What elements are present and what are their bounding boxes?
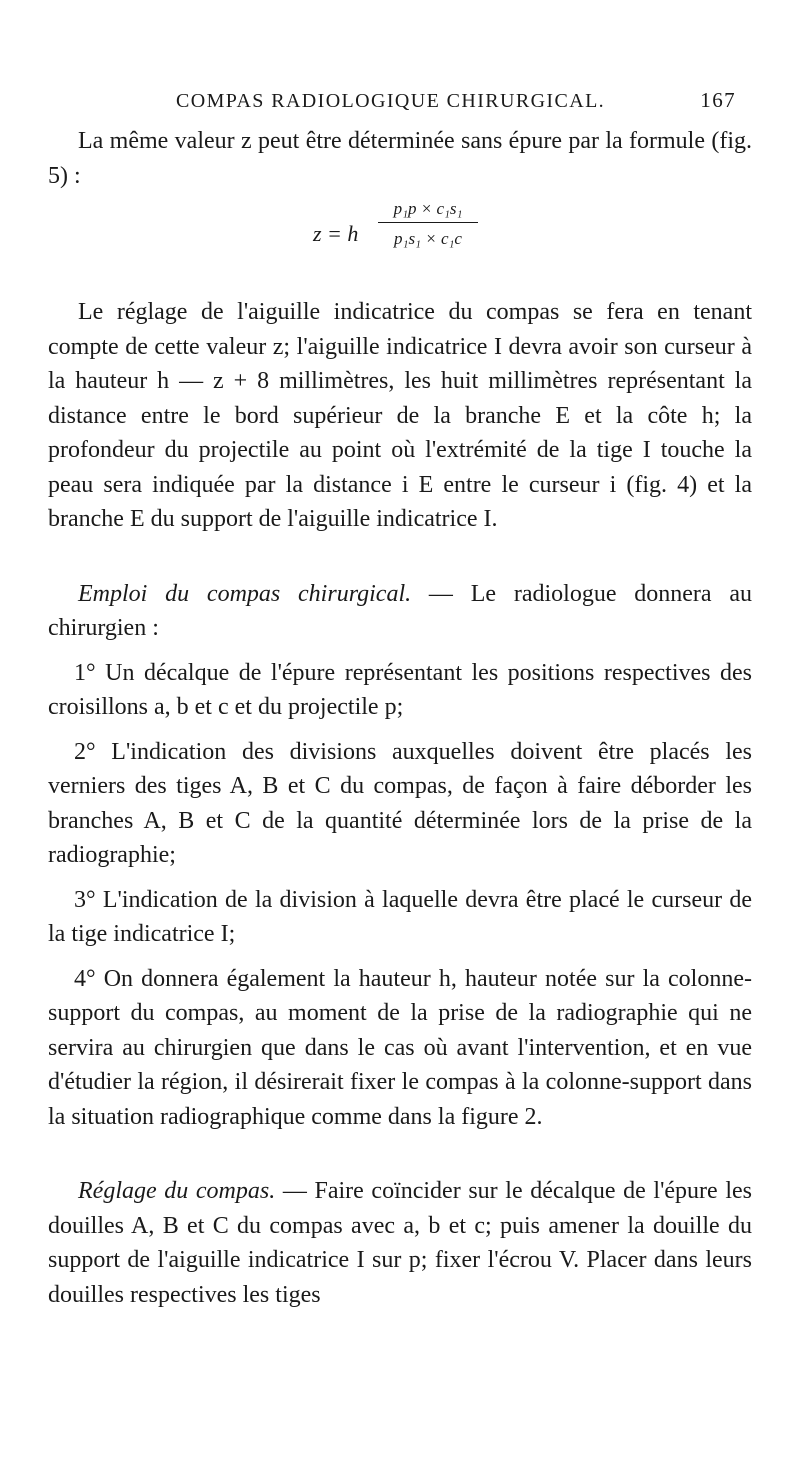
running-head [48, 84, 752, 124]
formula-denominator: p₁s₁ × c₁c [394, 229, 462, 248]
running-title: COMPAS RADIOLOGIQUE CHIRURGICAL. [176, 90, 606, 112]
section-heading-reglage: Réglage du compas. [78, 1178, 276, 1204]
section-heading-emploi: Emploi du compas chirurgical. [78, 580, 412, 607]
formula-numerator: p₁p × c₁s₁ [378, 199, 478, 223]
formula-fraction [378, 199, 478, 249]
section-reglage [48, 1174, 752, 1312]
list-item-1: 1° Un décalque de l'épure représentant les positions respectives des croisillons a, b et c et du projectile p; [48, 659, 752, 720]
page-number: 167 [700, 88, 736, 112]
list-item-4: 4° On donnera également la hauteur h, hauteur notée sur la colonne-support du compas, au moment de la prise de la radiographie qui ne servira au chirurgien que dans le cas où avant l'intervention, et en vue d'étudier la région, il désirerait fixer le compas à la colonne-support dans la situation radiographique comme dans la figure 2. [48, 965, 752, 1130]
paragraph-needle-setting: Le réglage de l'aiguille indicatrice du compas se fera en tenant compte de cette valeur z; l'aiguille indicatrice I devra avoir son curseur à la hauteur h — z + 8 millimètres, les huit millimètres représentant la distance entre le bord supérieur de la branche E et la côte h; la profondeur du projectile au point où l'extrémité de la tige I touche la peau sera indiquée par la distance i E entre le curseur i (fig. 4) et la branche E du support de l'aiguille indicatrice I. [48, 299, 752, 532]
formula [48, 197, 752, 285]
list-item-3: 3° L'indication de la division à laquelle devra être placé le curseur de la tige indicatrice I; [48, 886, 752, 947]
formula-lhs: z = h [313, 221, 359, 246]
paragraph-formula-intro: La même valeur z peut être déterminée sans épure par la formule (fig. 5) : [48, 128, 752, 189]
section-text-emploi: — Le radiologue donnera au chirurgien : [48, 580, 752, 641]
section-emploi [48, 577, 752, 646]
page [48, 84, 752, 1312]
section-text-reglage: — Faire coïncider sur le décalque de l'épure les douilles A, B et C du compas avec a, b et c; puis amener la douille du support de l'aiguille indicatrice I sur p; fixer l'écrou V. Placer dans leurs douilles respectives les tiges [48, 1178, 752, 1308]
list-item-2: 2° L'indication des divisions auxquelles doivent être placés les verniers des tiges A, B et C du compas, de façon à faire déborder les branches A, B et C de la quantité déterminée lors de la prise de la radiographie; [48, 738, 752, 868]
